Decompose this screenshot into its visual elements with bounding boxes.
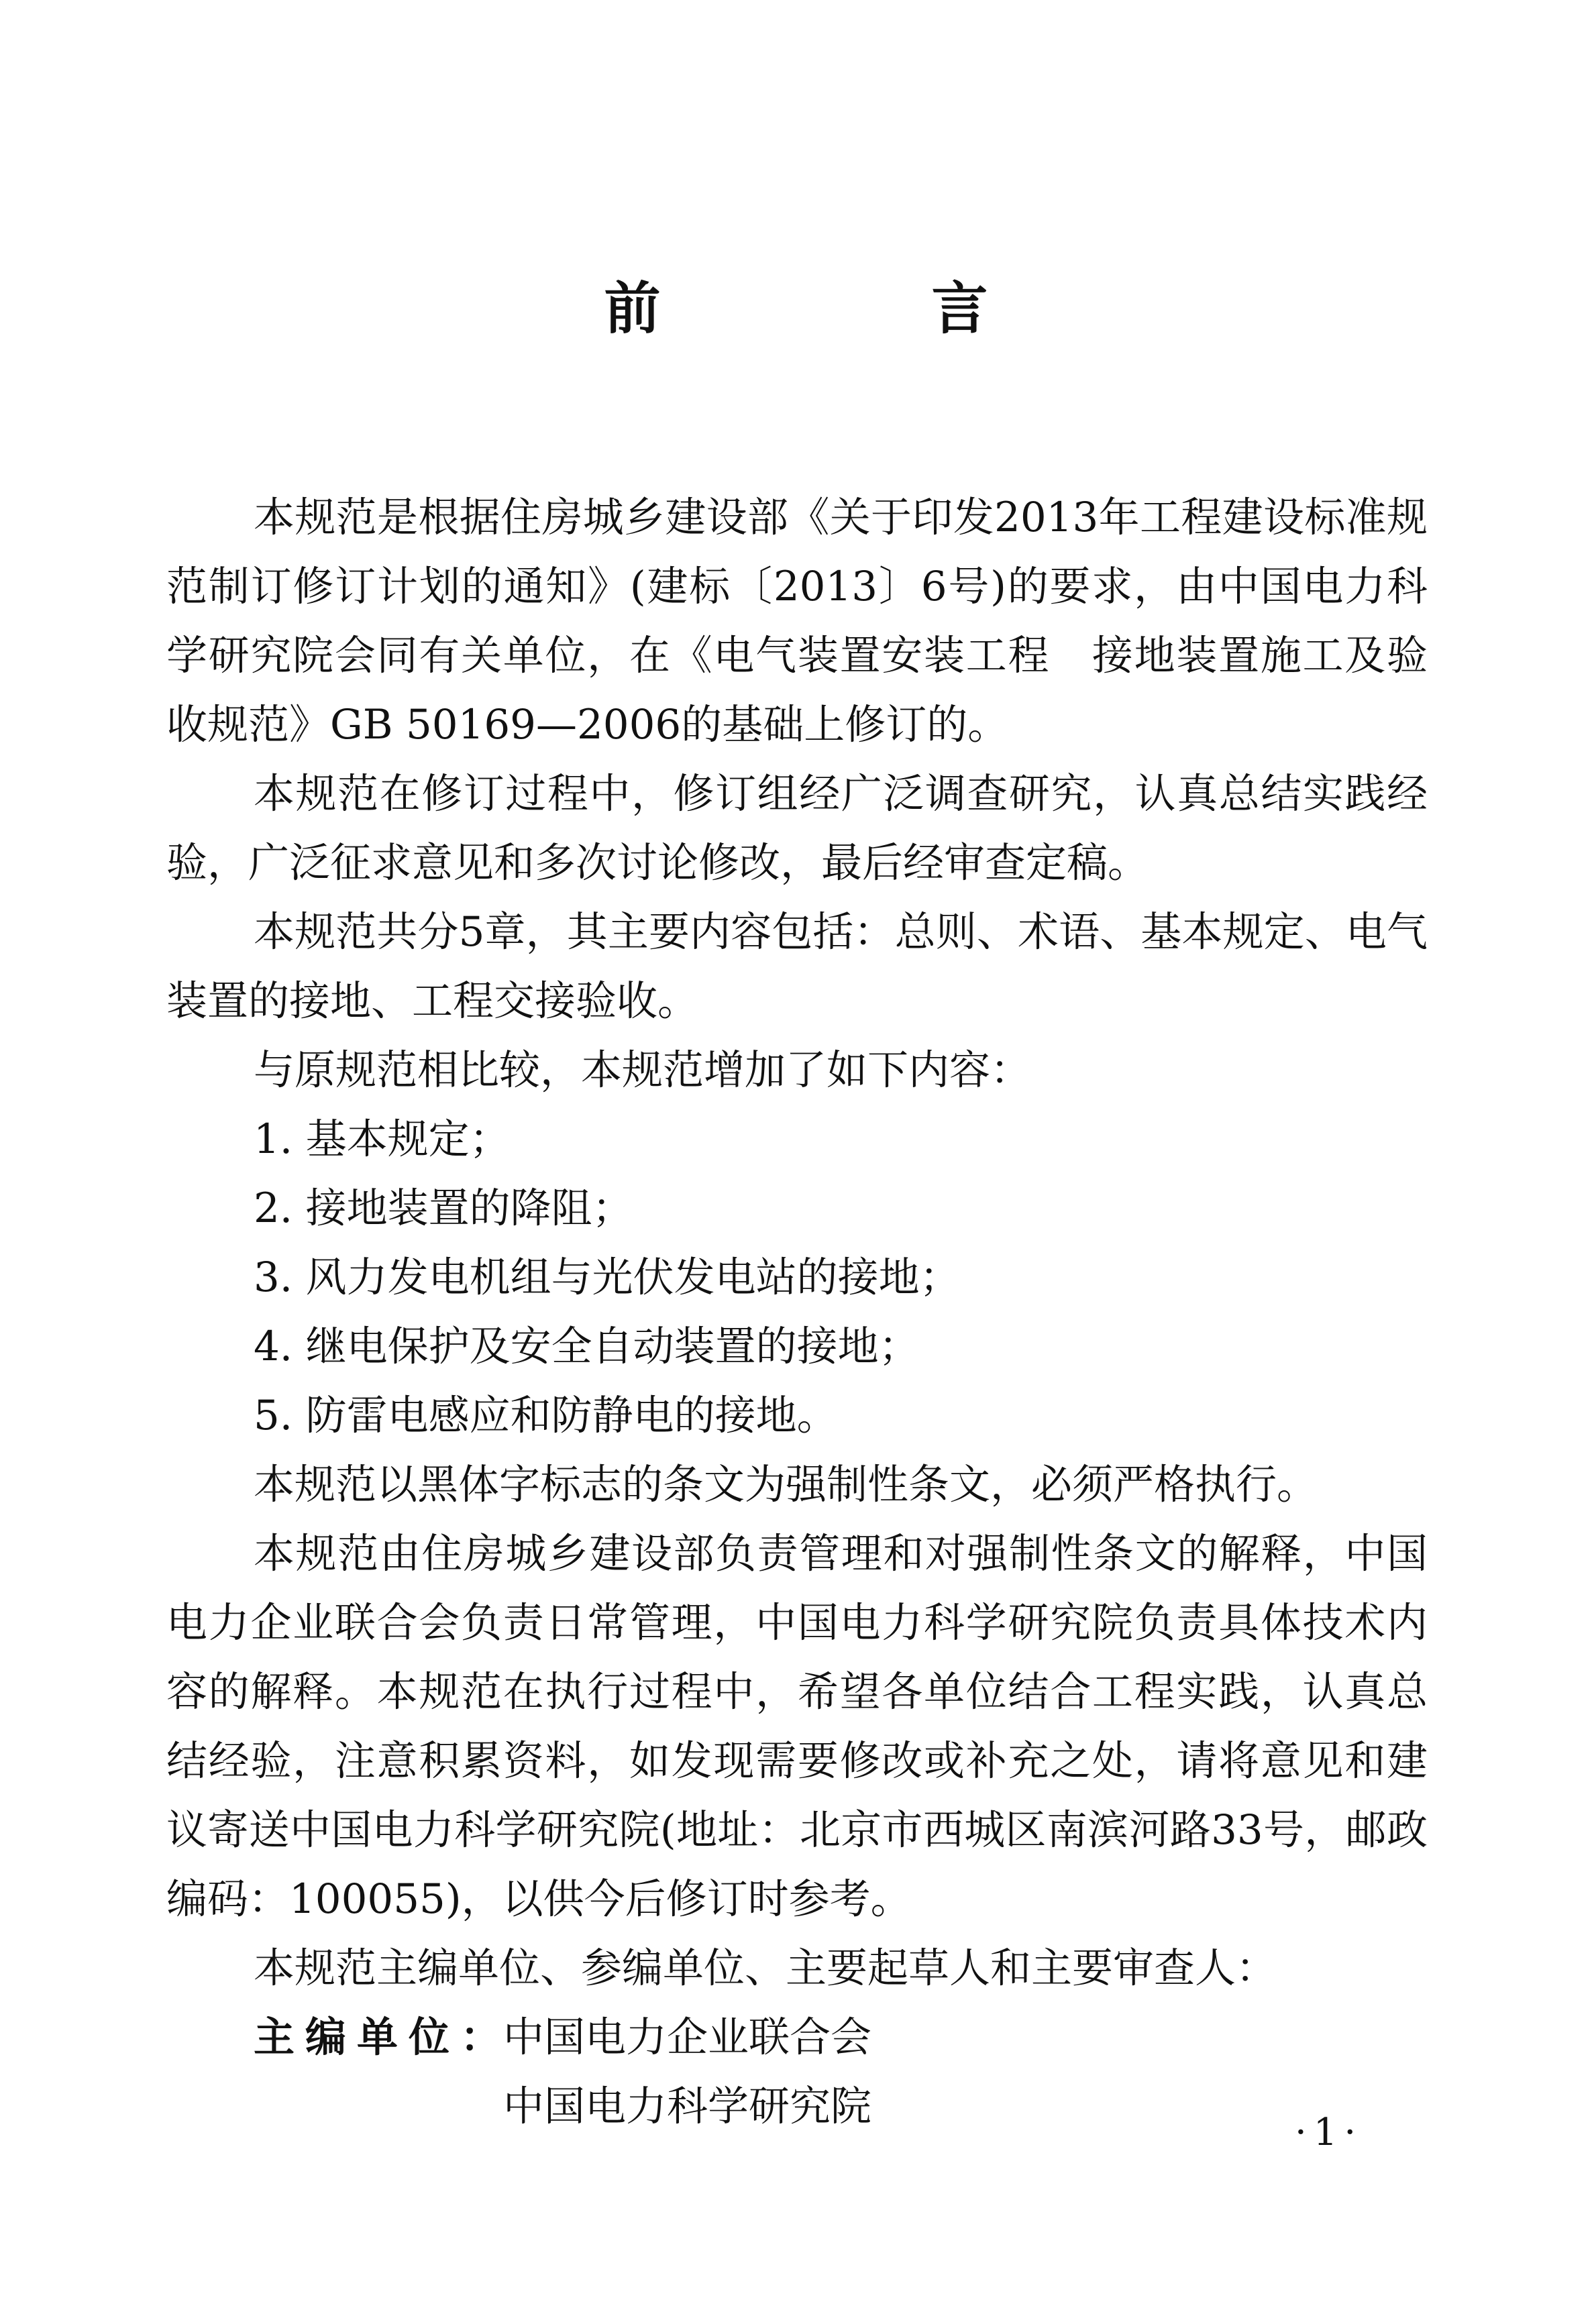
paragraph-management: 本规范由住房城乡建设部负责管理和对强制性条文的解释，中国电力企业联合会负责日常管理，中国电力科学研究院负责具体技术内容的解释。本规范在执行过程中，希望各单位结合工程实践，认真总结经验，注意积累资料，如发现需要修改或补充之处，请将意见和建议寄送中国电力科学研究院(地址：北京市西城区南滨河路33号，邮政编码：100055)，以供今后修订时参考。 <box>166 1530 1428 1923</box>
paragraph-contents: 本规范共分5章，其主要内容包括：总则、术语、基本规定、电气装置的接地、工程交接验收。 <box>166 908 1428 1025</box>
page-body <box>166 483 1428 2141</box>
chief-unit-label: 主编单位： <box>254 2013 513 2061</box>
list-item: 2. 接地装置的降阻； <box>254 1184 633 1232</box>
list-item: 1. 基本规定； <box>254 1115 511 1163</box>
list-item: 3. 风力发电机组与光伏发电站的接地； <box>254 1254 961 1301</box>
chief-unit-row <box>166 2003 1428 2072</box>
page-title: 前 言 <box>604 276 1096 341</box>
list-item: 4. 继电保护及安全自动装置的接地； <box>254 1323 920 1370</box>
paragraph-mandatory-clauses: 本规范以黑体字标志的条文为强制性条文，必须严格执行。 <box>254 1461 1318 1508</box>
paragraph-units-intro: 本规范主编单位、参编单位、主要起草人和主要审查人： <box>254 1944 1277 1992</box>
chief-unit-name: 中国电力科学研究院 <box>503 2083 872 2130</box>
paragraph-revision-process: 本规范在修订过程中，修订组经广泛调查研究，认真总结实践经验，广泛征求意见和多次讨论修改，最后经审查定稿。 <box>166 770 1428 887</box>
chief-unit-name: 中国电力企业联合会 <box>503 2013 872 2061</box>
list-item: 5. 防雷电感应和防静电的接地。 <box>254 1392 838 1439</box>
chief-unit-row <box>166 2072 1428 2141</box>
paragraph-basis: 本规范是根据住房城乡建设部《关于印发2013年工程建设标准规范制订修订计划的通知》(建标〔2013〕6号)的要求，由中国电力科学研究院会同有关单位，在《电气装置安装工程 接地装置施工及验收规范》GB 50169—2006的基础上修订的。 <box>166 494 1428 749</box>
paragraph-additions-intro: 与原规范相比较，本规范增加了如下内容： <box>254 1046 1032 1094</box>
page-number: ·1· <box>1295 2111 1363 2154</box>
